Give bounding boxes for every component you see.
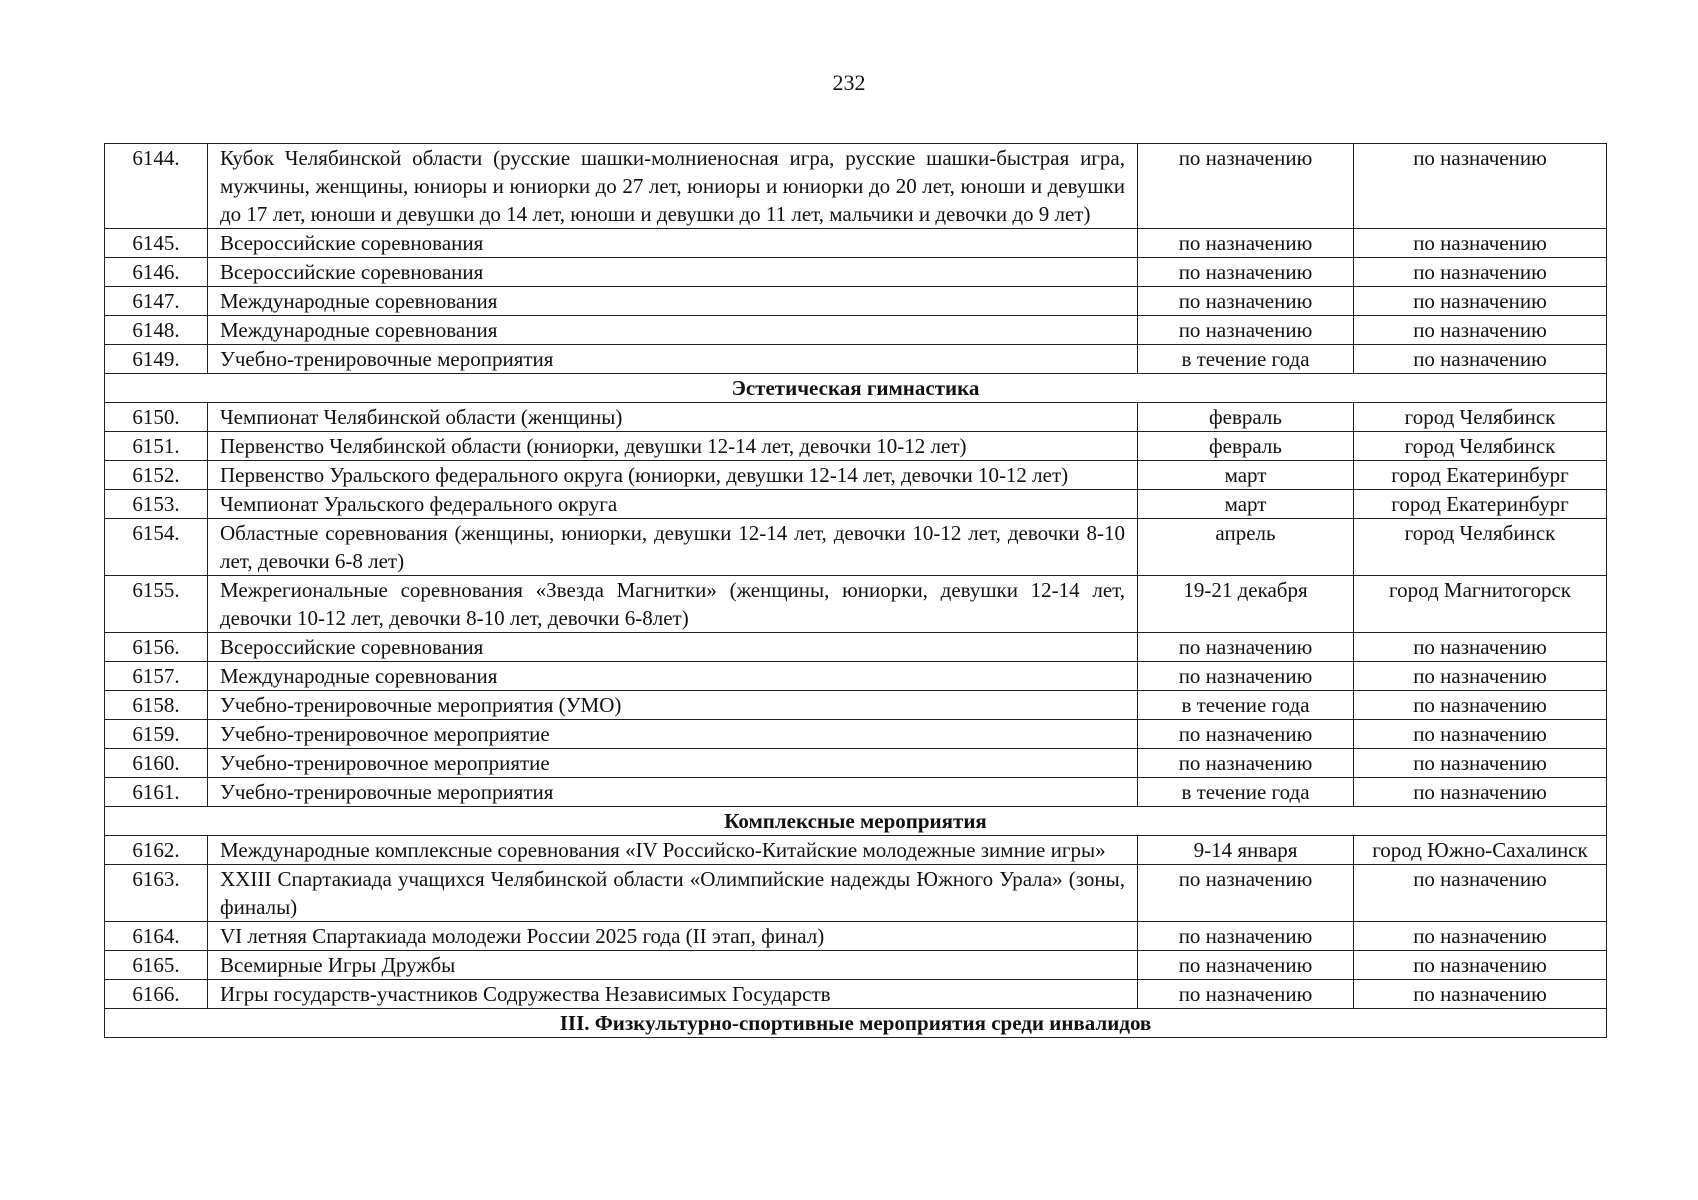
event-date: по назначению <box>1138 287 1354 316</box>
event-name: Игры государств-участников Содружества Независимых Государств <box>208 980 1138 1009</box>
event-date: по назначению <box>1138 258 1354 287</box>
event-place: по назначению <box>1354 778 1607 807</box>
events-table-body <box>105 144 1607 1038</box>
event-place: город Екатеринбург <box>1354 490 1607 519</box>
event-name: Учебно-тренировочное мероприятие <box>208 749 1138 778</box>
event-name: Международные соревнования <box>208 316 1138 345</box>
event-date: в течение года <box>1138 778 1354 807</box>
event-number: 6152. <box>105 461 208 490</box>
table-row <box>105 432 1607 461</box>
event-number: 6150. <box>105 403 208 432</box>
page-number: 232 <box>832 70 866 95</box>
section-title: Комплексные мероприятия <box>105 807 1607 836</box>
event-number: 6162. <box>105 836 208 865</box>
table-row <box>105 490 1607 519</box>
event-place: по назначению <box>1354 287 1607 316</box>
event-name: Первенство Уральского федерального округа (юниорки, девушки 12-14 лет, девочки 10-12 лет) <box>208 461 1138 490</box>
event-name: Учебно-тренировочное мероприятие <box>208 720 1138 749</box>
event-number: 6163. <box>105 865 208 922</box>
event-place: по назначению <box>1354 691 1607 720</box>
event-date: по назначению <box>1138 951 1354 980</box>
event-place: по назначению <box>1354 749 1607 778</box>
event-number: 6149. <box>105 345 208 374</box>
event-place: по назначению <box>1354 980 1607 1009</box>
event-number: 6165. <box>105 951 208 980</box>
event-number: 6158. <box>105 691 208 720</box>
event-number: 6146. <box>105 258 208 287</box>
event-name: Учебно-тренировочные мероприятия (УМО) <box>208 691 1138 720</box>
event-name: Первенство Челябинской области (юниорки, девушки 12-14 лет, девочки 10-12 лет) <box>208 432 1138 461</box>
event-name: Международные соревнования <box>208 662 1138 691</box>
event-date: март <box>1138 490 1354 519</box>
event-number: 6166. <box>105 980 208 1009</box>
table-row <box>105 345 1607 374</box>
event-place: город Южно-Сахалинск <box>1354 836 1607 865</box>
event-number: 6154. <box>105 519 208 576</box>
event-name: Всероссийские соревнования <box>208 229 1138 258</box>
event-date: февраль <box>1138 403 1354 432</box>
event-place: по назначению <box>1354 633 1607 662</box>
event-name: Международные комплексные соревнования «IV Российско-Китайские молодежные зимние игры» <box>208 836 1138 865</box>
table-row <box>105 519 1607 576</box>
event-date: апрель <box>1138 519 1354 576</box>
event-name: Всемирные Игры Дружбы <box>208 951 1138 980</box>
event-date: по назначению <box>1138 749 1354 778</box>
section-header-row <box>105 807 1607 836</box>
event-place: по назначению <box>1354 951 1607 980</box>
event-place: по назначению <box>1354 258 1607 287</box>
event-name: Межрегиональные соревнования «Звезда Магнитки» (женщины, юниорки, девушки 12-14 лет, девочки 10-12 лет, девочки 8-10 лет, девочки 6-8лет) <box>208 576 1138 633</box>
section-title: Эстетическая гимнастика <box>105 374 1607 403</box>
event-date: по назначению <box>1138 662 1354 691</box>
event-number: 6156. <box>105 633 208 662</box>
event-date: 19-21 декабря <box>1138 576 1354 633</box>
event-date: в течение года <box>1138 691 1354 720</box>
event-date: по назначению <box>1138 144 1354 229</box>
event-number: 6144. <box>105 144 208 229</box>
table-row <box>105 287 1607 316</box>
event-place: по назначению <box>1354 144 1607 229</box>
event-place: по назначению <box>1354 720 1607 749</box>
event-place: по назначению <box>1354 662 1607 691</box>
event-place: город Магнитогорск <box>1354 576 1607 633</box>
table-row <box>105 836 1607 865</box>
event-date: 9-14 января <box>1138 836 1354 865</box>
table-row <box>105 865 1607 922</box>
table-row <box>105 749 1607 778</box>
event-number: 6164. <box>105 922 208 951</box>
table-row <box>105 316 1607 345</box>
event-date: по назначению <box>1138 316 1354 345</box>
event-number: 6160. <box>105 749 208 778</box>
table-row <box>105 144 1607 229</box>
event-place: город Челябинск <box>1354 432 1607 461</box>
event-date: по назначению <box>1138 922 1354 951</box>
event-number: 6145. <box>105 229 208 258</box>
event-date: по назначению <box>1138 633 1354 662</box>
table-row <box>105 461 1607 490</box>
event-number: 6148. <box>105 316 208 345</box>
event-place: город Екатеринбург <box>1354 461 1607 490</box>
event-name: Чемпионат Уральского федерального округа <box>208 490 1138 519</box>
event-place: по назначению <box>1354 922 1607 951</box>
section-header-row <box>105 374 1607 403</box>
event-place: по назначению <box>1354 865 1607 922</box>
table-row <box>105 922 1607 951</box>
table-row <box>105 633 1607 662</box>
event-date: по назначению <box>1138 980 1354 1009</box>
event-name: VI летняя Спартакиада молодежи России 2025 года (II этап, финал) <box>208 922 1138 951</box>
table-row <box>105 229 1607 258</box>
table-row <box>105 662 1607 691</box>
table-row <box>105 691 1607 720</box>
event-number: 6155. <box>105 576 208 633</box>
event-name: Учебно-тренировочные мероприятия <box>208 345 1138 374</box>
event-date: февраль <box>1138 432 1354 461</box>
event-name: Областные соревнования (женщины, юниорки, девушки 12-14 лет, девочки 10-12 лет, девочки 8-10 лет, девочки 6-8 лет) <box>208 519 1138 576</box>
event-name: Чемпионат Челябинской области (женщины) <box>208 403 1138 432</box>
event-name: XXIII Спартакиада учащихся Челябинской области «Олимпийские надежды Южного Урала» (зоны, финалы) <box>208 865 1138 922</box>
table-row <box>105 980 1607 1009</box>
event-date: по назначению <box>1138 720 1354 749</box>
event-place: по назначению <box>1354 345 1607 374</box>
event-number: 6153. <box>105 490 208 519</box>
event-place: по назначению <box>1354 316 1607 345</box>
event-place: по назначению <box>1354 229 1607 258</box>
event-number: 6159. <box>105 720 208 749</box>
events-table <box>104 143 1607 1038</box>
section-header-row <box>105 1009 1607 1038</box>
event-number: 6151. <box>105 432 208 461</box>
table-row <box>105 258 1607 287</box>
table-row <box>105 951 1607 980</box>
event-date: март <box>1138 461 1354 490</box>
event-date: в течение года <box>1138 345 1354 374</box>
event-name: Учебно-тренировочные мероприятия <box>208 778 1138 807</box>
event-name: Всероссийские соревнования <box>208 633 1138 662</box>
event-place: город Челябинск <box>1354 403 1607 432</box>
event-name: Кубок Челябинской области (русские шашки-молниеносная игра, русские шашки-быстрая игра, мужчины, женщины, юниоры и юниорки до 27 лет, юниоры и юниорки до 20 лет, юноши и девушки до 17 лет, юноши и девушки до 14 лет, юноши и девушки до 11 лет, мальчики и девочки до 9 лет) <box>208 144 1138 229</box>
table-row <box>105 778 1607 807</box>
event-place: город Челябинск <box>1354 519 1607 576</box>
table-row <box>105 403 1607 432</box>
event-number: 6161. <box>105 778 208 807</box>
event-name: Всероссийские соревнования <box>208 258 1138 287</box>
section-title: III. Физкультурно-спортивные мероприятия среди инвалидов <box>105 1009 1607 1038</box>
event-name: Международные соревнования <box>208 287 1138 316</box>
table-row <box>105 576 1607 633</box>
table-row <box>105 720 1607 749</box>
event-number: 6157. <box>105 662 208 691</box>
event-date: по назначению <box>1138 229 1354 258</box>
event-number: 6147. <box>105 287 208 316</box>
event-date: по назначению <box>1138 865 1354 922</box>
